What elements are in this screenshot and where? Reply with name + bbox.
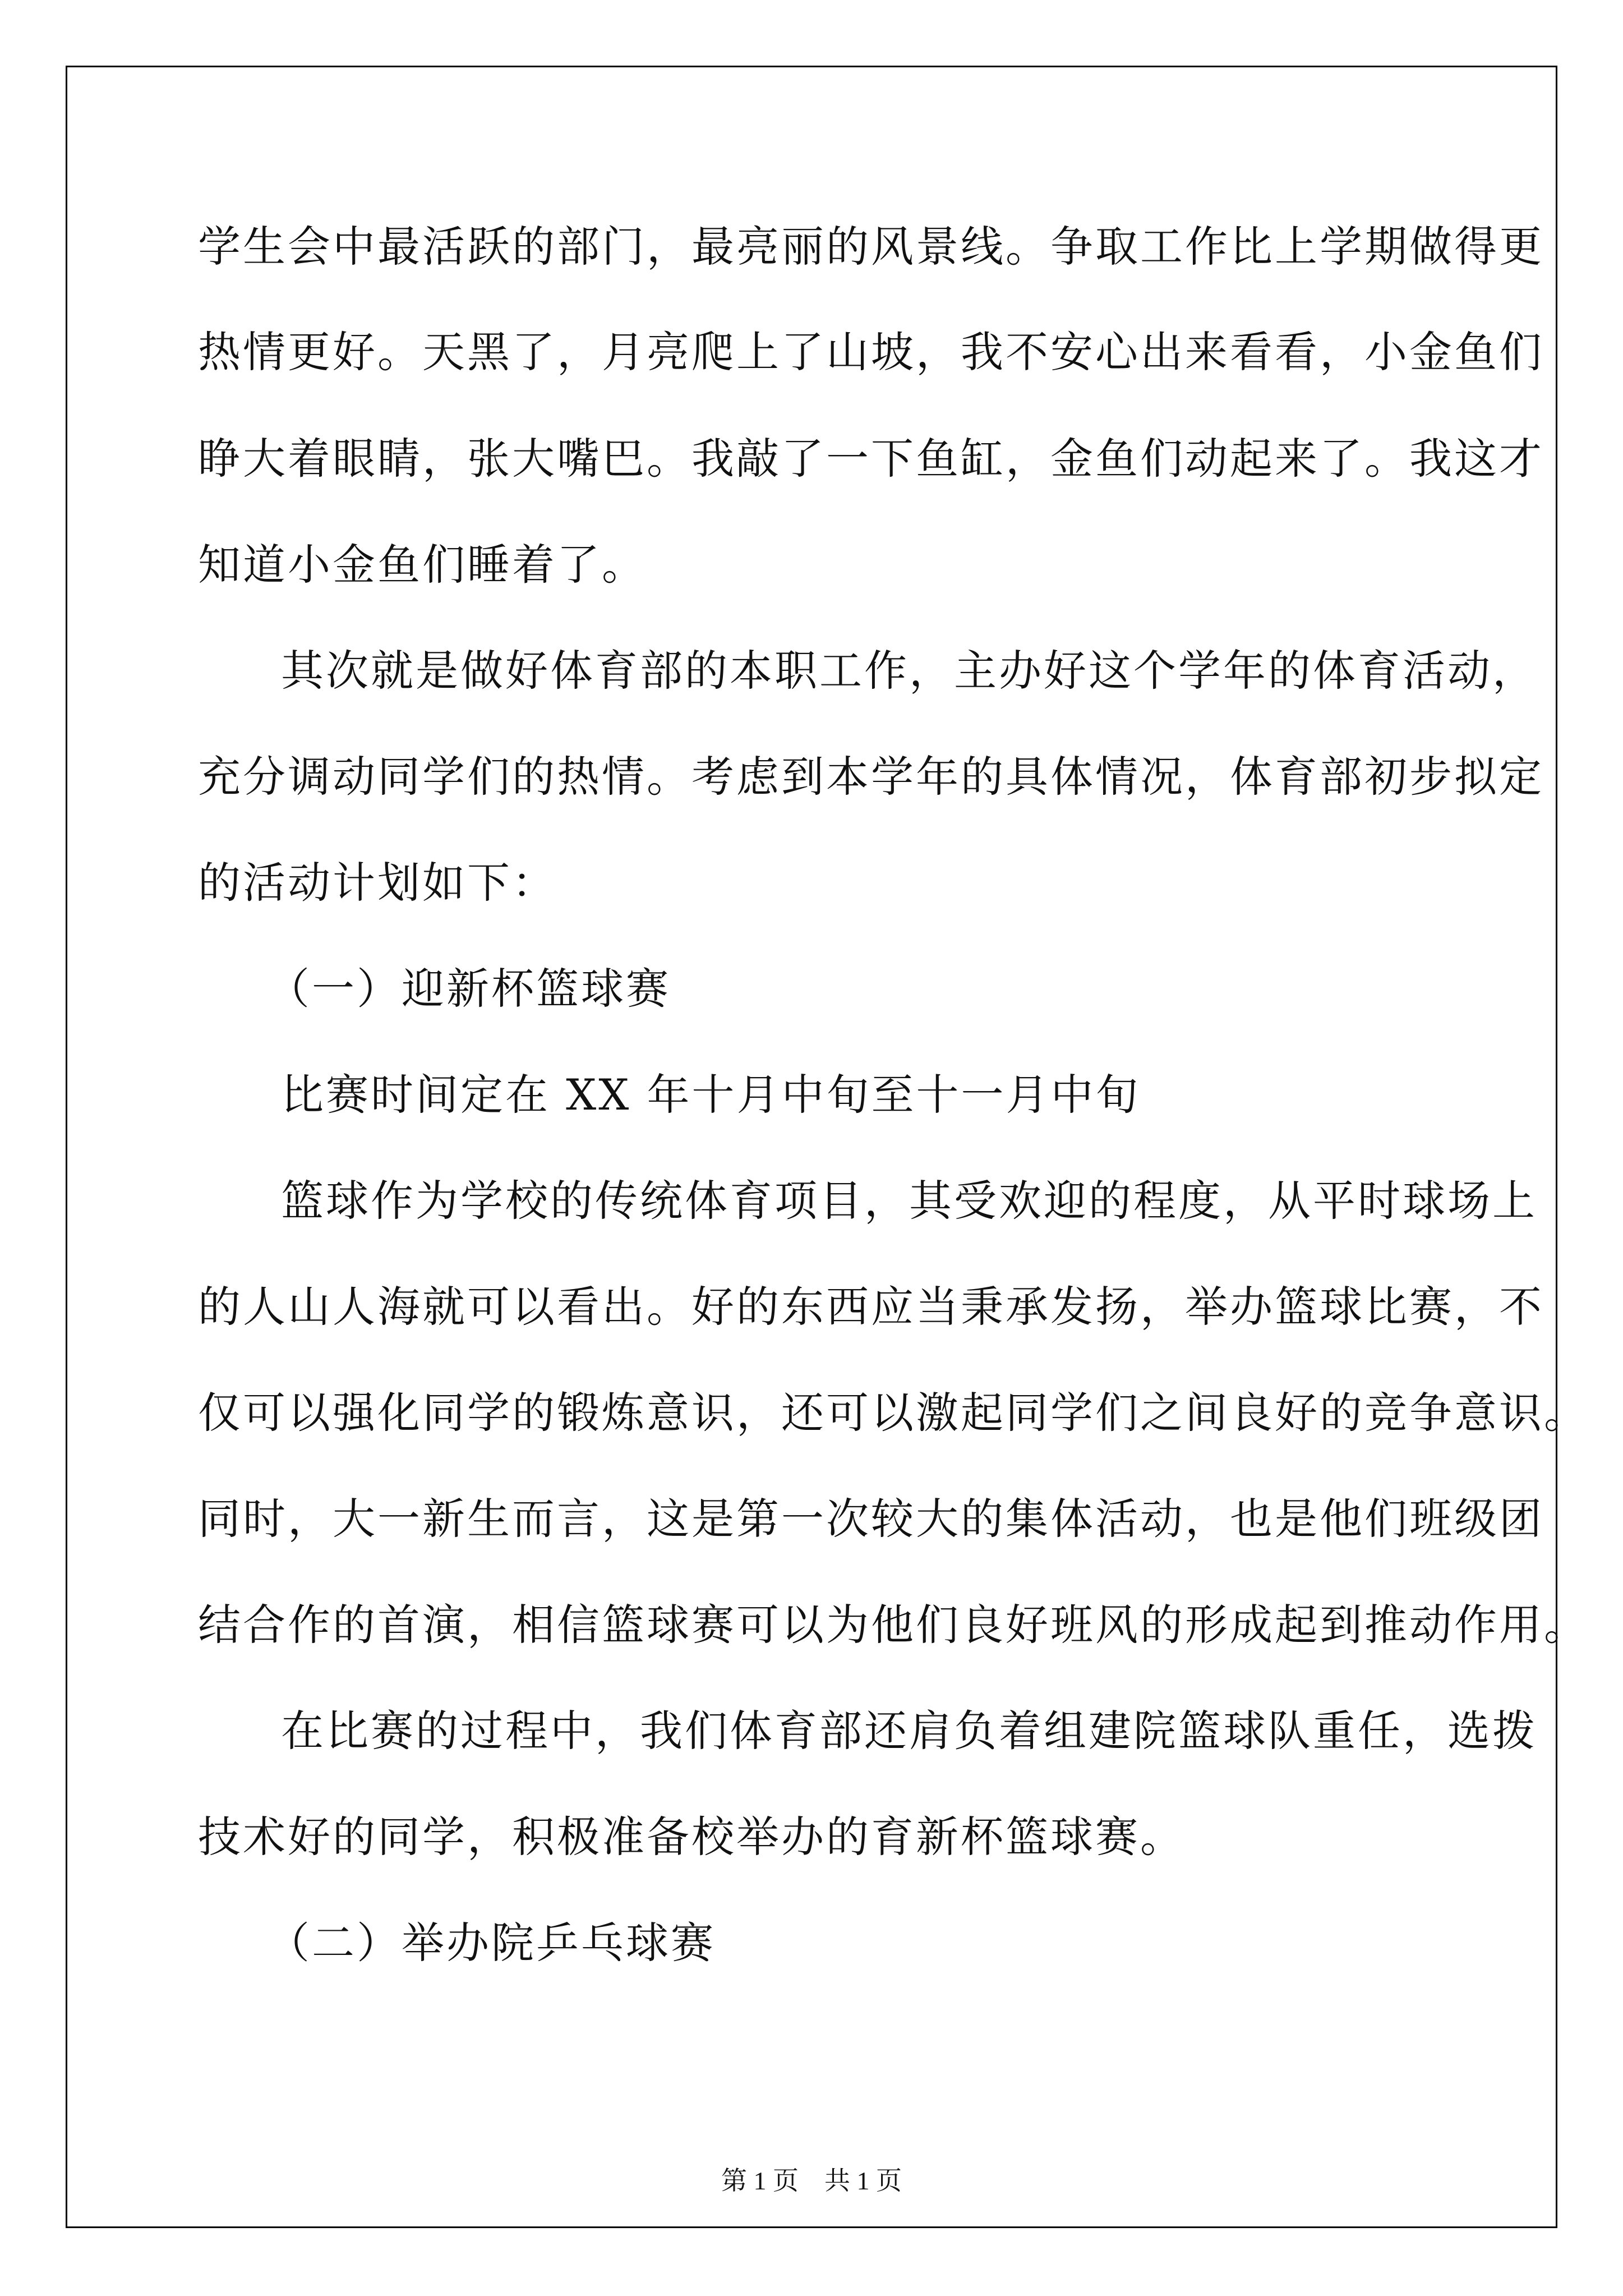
page-footer bbox=[0, 2164, 1623, 2198]
text-line: 同时，大一新生而言，这是第一次较大的集体活动，也是他们班级团 bbox=[198, 1494, 1544, 1544]
page-total: 共 1 页 bbox=[824, 2166, 902, 2195]
text-line: 知道小金鱼们睡着了。 bbox=[198, 540, 647, 590]
text-line: 睁大着眼睛，张大嘴巴。我敲了一下鱼缸，金鱼们动起来了。我这才 bbox=[198, 434, 1544, 484]
text-line: 结合作的首演，相信篮球赛可以为他们良好班风的形成起到推动作用。 bbox=[198, 1600, 1589, 1650]
text-line: 热情更好。天黑了，月亮爬上了山坡，我不安心出来看看，小金鱼们 bbox=[198, 327, 1544, 377]
text-line: 其次就是做好体育部的本职工作，主办好这个学年的体育活动， bbox=[281, 646, 1537, 696]
text-line: 在比赛的过程中，我们体育部还肩负着组建院篮球队重任，选拨 bbox=[281, 1706, 1537, 1756]
section-heading: （一）迎新杯篮球赛 bbox=[267, 964, 671, 1014]
text-line: 篮球作为学校的传统体育项目，其受欢迎的程度，从平时球场上 bbox=[281, 1176, 1537, 1226]
text-line: 技术好的同学，积极准备校举办的育新杯篮球赛。 bbox=[198, 1812, 1185, 1862]
text-line: 仅可以强化同学的锻炼意识，还可以激起同学们之间良好的竞争意识。 bbox=[198, 1388, 1589, 1438]
text-line: 学生会中最活跃的部门，最亮丽的风景线。争取工作比上学期做得更 bbox=[198, 222, 1544, 272]
section-heading: （二）举办院乒乓球赛 bbox=[267, 1918, 716, 1968]
page-border bbox=[66, 66, 1557, 2228]
text-line: 充分调动同学们的热情。考虑到本学年的具体情况，体育部初步拟定 bbox=[198, 752, 1544, 802]
text-line: 的人山人海就可以看出。好的东西应当秉承发扬，举办篮球比赛，不 bbox=[198, 1282, 1544, 1332]
text-line: 的活动计划如下： bbox=[198, 858, 557, 908]
page-number: 第 1 页 bbox=[721, 2166, 799, 2195]
text-line: 比赛时间定在 XX 年十月中旬至十一月中旬 bbox=[281, 1070, 1141, 1120]
